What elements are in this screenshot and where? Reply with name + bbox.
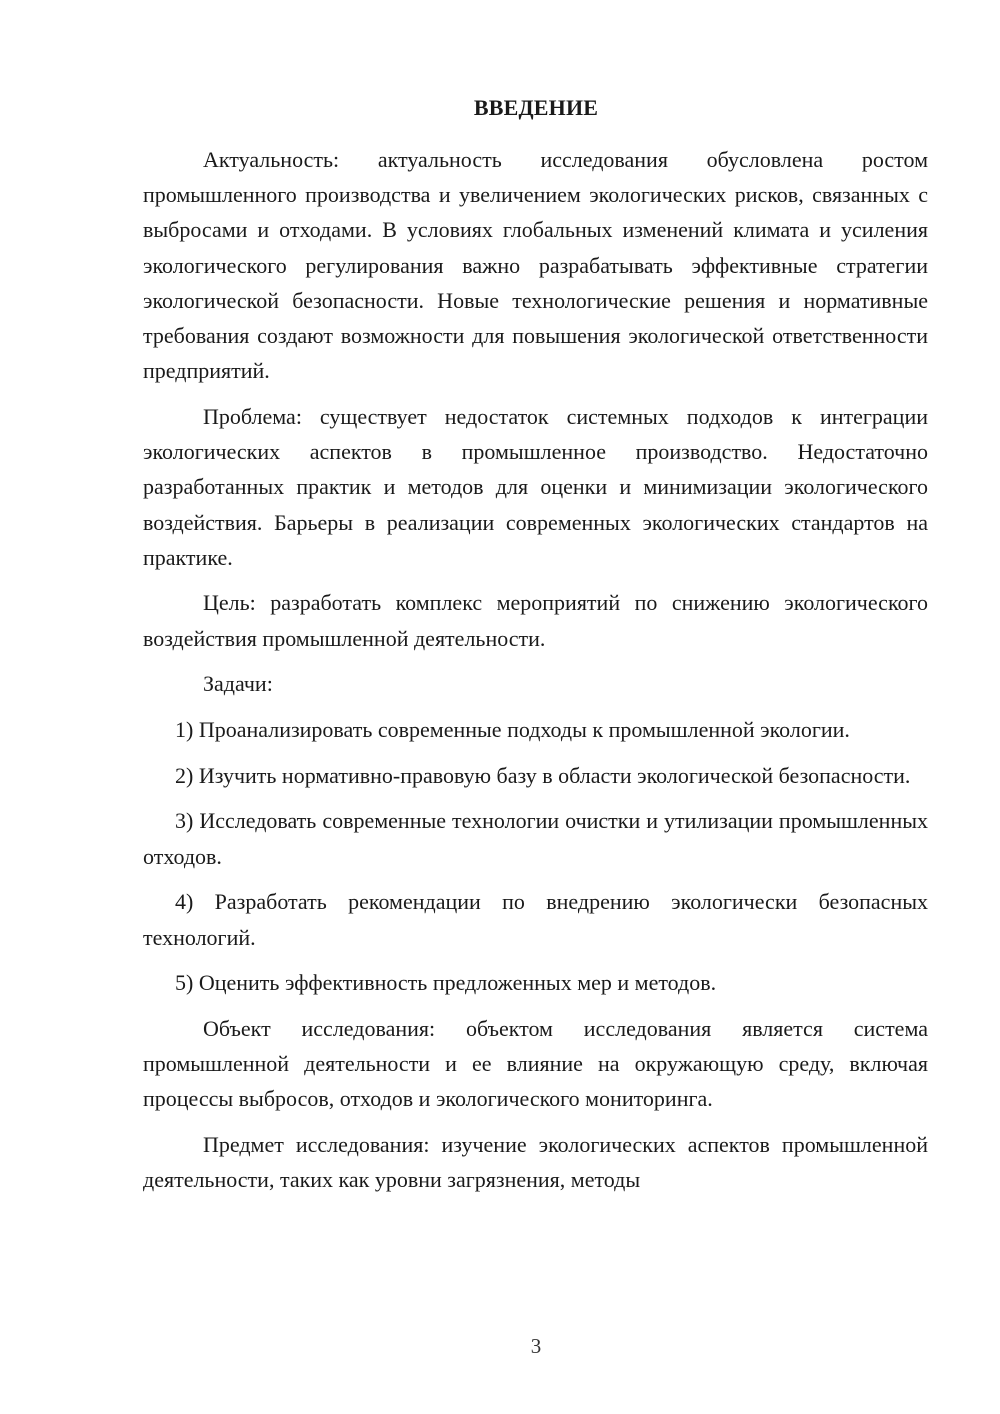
document-body	[143, 142, 928, 1208]
task-item-4: 4) Разработать рекомендации по внедрению экологически безопасных технологий.	[143, 889, 928, 950]
page-title: ВВЕДЕНИЕ	[473, 95, 599, 120]
paragraph-subject: Предмет исследования: изучение экологических аспектов промышленной деятельности, таких как уровни загрязнения, методы	[143, 1132, 928, 1193]
task-item-3: 3) Исследовать современные технологии очистки и утилизации промышленных отходов.	[143, 808, 928, 869]
task-item-5: 5) Оценить эффективность предложенных мер и методов.	[175, 970, 717, 996]
page-number: 3	[530, 1334, 542, 1358]
paragraph-relevance: Актуальность: актуальность исследования обусловлена ростом промышленного производства и увеличением экологических рисков, связанных с выбросами и отходами. В условиях глобальных изменений климата и усиления экологического регулирования важно разрабатывать эффективные стратегии экологической безопасности. Новые технологические решения и нормативные требования создают возможности для повышения экологической ответственности предприятий.	[143, 147, 928, 384]
paragraph-object: Объект исследования: объектом исследования является система промышленной деятельности и ее влияние на окружающую среду, включая процессы выбросов, отходов и экологического мониторинга.	[143, 1015, 928, 1112]
task-item-1: 1) Проанализировать современные подходы к промышленной экологии.	[175, 717, 850, 743]
paragraph-goal: Цель: разработать комплекс мероприятий по снижению экологического воздействия промышленной деятельности.	[143, 590, 928, 651]
task-item-2: 2) Изучить нормативно-правовую базу в области экологической безопасности.	[175, 762, 911, 788]
paragraph-tasks-heading: Задачи:	[203, 671, 273, 697]
paragraph-problem: Проблема: существует недостаток системных подходов к интеграции экологических аспектов в промышленное производство. Недостаточно разработанных практик и методов для оценки и минимизации экологического воздействия. Барьеры в реализации современных экологических стандартов на практике.	[143, 403, 928, 570]
